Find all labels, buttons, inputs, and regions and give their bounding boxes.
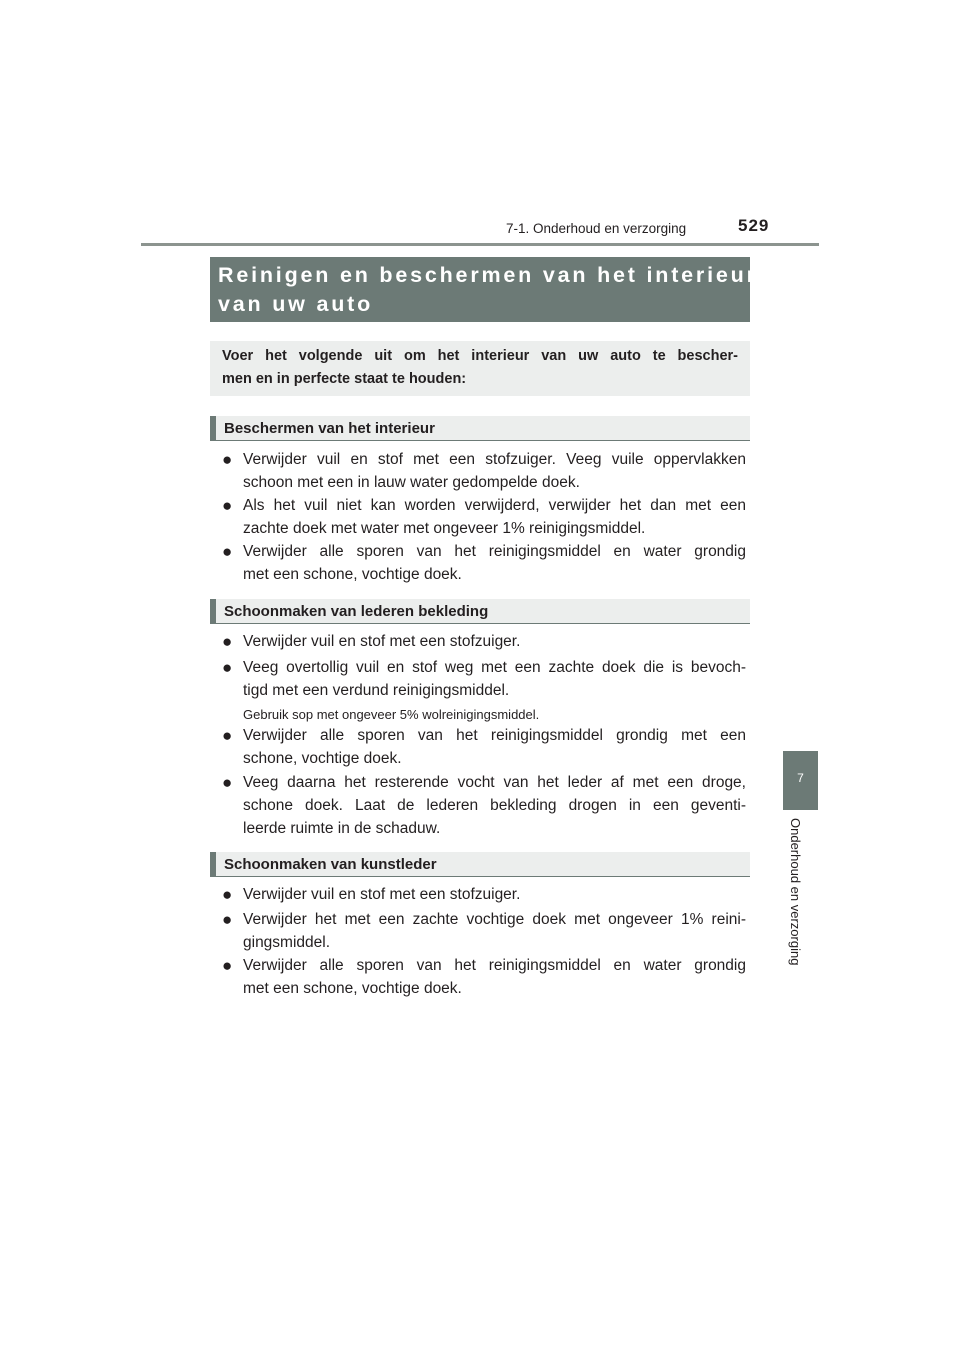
list-item-line: zachte doek met water met ongeveer 1% reinigingsmiddel. [243, 520, 646, 537]
running-header-section: 7-1. Onderhoud en verzorging [506, 221, 687, 236]
list-item-line: schone, vochtige doek. [243, 750, 402, 767]
bullet-icon: ● [222, 885, 233, 904]
list-item-line: tigd met een verdund reinigingsmiddel. [243, 682, 510, 699]
list-item-line: Verwijder vuil en stof met een stofzuiger. [243, 886, 521, 903]
list-item-line: met een schone, vochtige doek. [243, 566, 462, 583]
section-heading-synthetic-leather: Schoonmaken van kunstleder [210, 852, 750, 877]
bullet-icon: ● [222, 726, 233, 745]
header-rule [141, 243, 819, 246]
bullet-icon: ● [222, 956, 233, 975]
list-item-line: Verwijder alle sporen van het reinigingsmiddel en water grondig [243, 543, 746, 560]
list-item-line: Veeg daarna het resterende vocht van het leder af met een droge, [243, 774, 746, 791]
page-number: 529 [738, 216, 770, 235]
intro-line: Voer het volgende uit om het interieur van uw auto te bescher- [222, 348, 738, 364]
intro-box [210, 341, 750, 396]
page-title [210, 257, 758, 322]
list-item [222, 771, 746, 840]
list-item [222, 630, 746, 653]
bullet-icon: ● [222, 658, 233, 677]
list-item [222, 883, 746, 906]
list-item-line: schoon met een in lauw water gedompelde doek. [243, 474, 580, 491]
bullet-icon: ● [222, 496, 233, 515]
list-item [222, 494, 746, 540]
bullet-icon: ● [222, 542, 233, 561]
bullet-icon: ● [222, 632, 233, 651]
list-item [222, 656, 746, 702]
list-item [222, 908, 746, 954]
intro-line: men en in perfecte staat te houden: [222, 371, 467, 387]
list-item-line: met een schone, vochtige doek. [243, 980, 462, 997]
list-item-line: Verwijder alle sporen van het reinigingsmiddel en water grondig [243, 957, 746, 974]
chapter-tab [783, 751, 818, 810]
page-title-line: Reinigen en beschermen van het interieur [218, 263, 758, 287]
chapter-side-label: Onderhoud en verzorging [788, 818, 803, 966]
chapter-tab-number: 7 [797, 771, 804, 785]
list-item-line: Verwijder het met een zachte vochtige doek met ongeveer 1% reini- [243, 911, 746, 928]
list-item [222, 448, 746, 494]
list-item [222, 954, 746, 1000]
list-item [222, 540, 746, 586]
list-item-line: Verwijder alle sporen van het reinigingsmiddel grondig met een [243, 727, 746, 744]
bullet-icon: ● [222, 910, 233, 929]
list-item-line: Veeg overtollig vuil en stof weg met een zachte doek die is bevoch- [243, 659, 746, 676]
note-text: Gebruik sop met ongeveer 5% wolreinigingsmiddel. [243, 707, 540, 722]
bullet-icon: ● [222, 773, 233, 792]
list-item [222, 724, 746, 770]
section-heading-interior: Beschermen van het interieur [210, 416, 750, 441]
section-heading-leather: Schoonmaken van lederen bekleding [210, 599, 750, 624]
list-item-line: Verwijder vuil en stof met een stofzuiger. Veeg vuile oppervlakken [243, 451, 746, 468]
list-item-line: Als het vuil niet kan worden verwijderd, verwijder het dan met een [243, 497, 746, 514]
list-item-line: gingsmiddel. [243, 934, 331, 951]
bullet-icon: ● [222, 450, 233, 469]
page-title-line: van uw auto [218, 292, 374, 316]
list-item-line: Verwijder vuil en stof met een stofzuiger. [243, 633, 521, 650]
list-item-line: schone doek. Laat de lederen bekleding drogen in een geventi- [243, 797, 746, 814]
list-item-line: leerde ruimte in de schaduw. [243, 820, 441, 837]
